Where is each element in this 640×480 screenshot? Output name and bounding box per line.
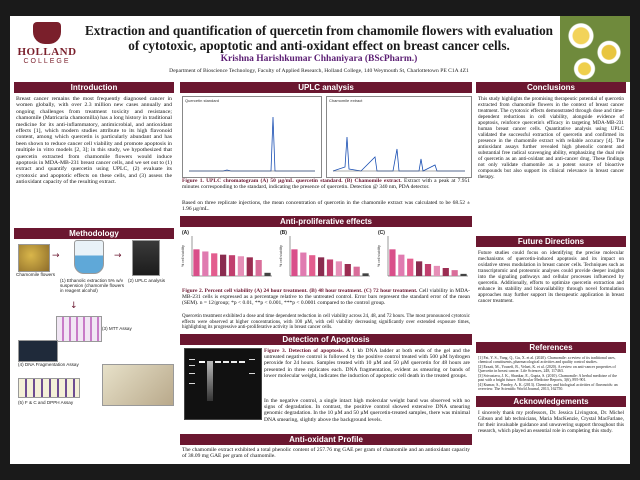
apoptosis-heading: Detection of Apoptosis	[180, 334, 472, 345]
viability-bar	[229, 255, 235, 276]
mtt-plate-image	[56, 316, 102, 342]
poster-title: Extraction and quantification of quercetin from chamomile flowers with evaluation of cytotoxic, apoptotic and anti-oxidant effect on breast cancer cells.	[84, 23, 553, 53]
conclusions-text: This study highlights the promising therapeutic potential of quercetin extracted from chamomile flowers in the context of breast cancer treatment. The cytotoxic effects demonstrated through dose and time-dependent reductions in cell viability, alongside evidence of apoptosis, reinforce quercetin's efficacy in targeting MDA-MB-231 human breast cancer cells. Quantitative analysis using UPLC validated the successful extraction of quercetin and confirmed its presence in the chamomile extract with reliable accuracy [4]. The antioxidant assays further revealed high phenolic content and substantial free radical scavenging ability, emphasizing the dual role of quercetin as an anti-oxidant and anti-cancer drug. These findings not only validate chamomile as a potent source of bioactive compounds but also support its clinical relevance in breast cancer therapy.	[478, 96, 624, 180]
lab-bench-image	[102, 364, 174, 406]
flask-image	[74, 240, 104, 274]
logo-name: HOLLAND	[17, 46, 77, 58]
viability-bar	[256, 260, 262, 276]
viability-bar	[354, 267, 360, 276]
conclusions-heading: Conclusions	[476, 82, 626, 93]
chart-panel-label: (A)	[182, 230, 189, 236]
viability-bar	[345, 264, 351, 276]
viability-chart-72h	[376, 228, 472, 286]
antioxidant-heading: Anti-oxidant Profile	[180, 434, 472, 445]
poster-header	[10, 16, 630, 78]
arrow-right-icon: →	[114, 251, 122, 261]
figure3-caption-title: Figure 3. Detection of apoptosis.	[264, 348, 344, 354]
viability-bar	[434, 266, 440, 276]
antiprolif-summary: Quercetin treatment exhibited a dose and time dependent reduction in cell viability across 24, 48, and 72 hours. The most pronounced cytotoxic effects were observed at higher concentrations, with 100 µM, with cell viability decreasing significantly over extended exposure times, highlighting its progressive anti-proliferative activity in breast cancer cells.	[182, 314, 470, 331]
viability-bar	[211, 253, 217, 276]
college-logo	[16, 22, 78, 76]
dpph-plate-image	[18, 378, 80, 398]
chart-panel-label: (C)	[378, 230, 385, 236]
viability-bar	[291, 249, 297, 276]
figure2-caption-title: Figure 2. Percent cell viability (A) 24 hour treatment. (B) 48 hour treatment. (C) 72 hour treatment.	[182, 288, 418, 294]
chromatogram-standard-title: Quercetin standard	[185, 98, 220, 103]
figure2-caption-body: Cell viability in MDA-MB-231 cells is expressed as a percentage relative to the untreated control. Error bars represent the standard error of the mean (SEM). n = 12/group; *p < 0.01, **p < 0.001, ***p < 0.0001 compared to the control group.	[182, 288, 470, 307]
viability-bar	[425, 264, 431, 276]
figure3-caption	[264, 348, 470, 379]
ack-text: I sincerely thank my professors, Dr. Jessica Livingston, Dr. Michel Gibson and lab technicians, Maria MacKenzie, Crystal MacFarlane, for their invaluable guidance and unwavering support throughout this research, which played an essential role in completing this study.	[478, 410, 624, 434]
uplc-heading: UPLC analysis	[180, 82, 472, 93]
step-fc-dpph: (5) F & C and DPPH Assay	[18, 400, 74, 405]
step-uplc: (2) UPLC analysis	[128, 278, 166, 283]
chromatogram-standard	[182, 96, 322, 178]
figure3-caption-body: A 1 kb DNA ladder at both ends of the gel and the untreated negative control is followed by the positive control treated with 500 µM hydrogen peroxide for 24 hours. Samples treated with 10 µM and 50 µM quercetin for 48 hours are presented in three replicates each. DNA fragmentation, evident as smearing or bands of lower molecular weight, indicates the induction of apoptotic cell death in the treated groups.	[264, 348, 470, 379]
viability-bar	[220, 255, 226, 276]
viability-bar	[460, 274, 466, 276]
chamomile-photo	[560, 16, 630, 82]
chamomile-flowers-image	[18, 244, 50, 272]
antiprolif-heading: Anti-proliferative effects	[180, 216, 472, 227]
introduction-text: Breast cancer remains the most frequently diagnosed cancer in women globally, with over 2.3 million new cases annually and ongoing challenges from treatment toxicity and resistance; chamomile (Matricaria chamomilla) has a long history in traditional medicine for its anti-inflammatory, antimicrobial, and antioxidant effects [1], which modern studies attribute to its high flavonoid content, among which quercetin is particularly abundant and has been shown to reduce cancer cell viability and promote apoptosis in multiple in vitro models [2, 3]; in this study, we hypothesized that quercetin extracted from chamomile flowers would induce apoptosis in MDA-MB-231 breast cancer cells, and we set out to (1) extract and quantify quercetin using UPLC, (2) evaluate its cytotoxic and apoptotic effects on these cells, and (3) assess the antioxidant capacity of the resulting extract.	[16, 96, 172, 186]
future-text: Future studies could focus on identifying the precise molecular mechanisms of quercetin-induced apoptosis and its impact on oxidative stress modulation in breast cancer cells. Techniques such as transcriptomic and proteomic analyses could provide deeper insights into the signaling pathways and cellular processes influenced by quercetin. Additionally, efforts to optimize quercetin extraction and enhance its stability and bioavailability through novel formulation approaches may further support its therapeutic application in breast cancer treatment.	[478, 250, 624, 304]
reference-item: [3] Srivastava, J. K., Shankar, E., Gupta, S. (2010). Chamomile: A herbal medicine of the past with a bright future. Molecular Medicine Reports, 3(6), 895-901.	[478, 374, 618, 383]
figure1-caption-title: Figure 1. UPLC chromatogram (A) 50 µg/mL quercetin standard. (B) Chamomile extract.	[182, 178, 402, 184]
author-name: Krishna Harishkumar Chhaniyara (BScPharm.)	[220, 54, 418, 64]
step-mtt: (3) MTT Assay	[102, 326, 132, 331]
y-axis-label: % cell viability	[279, 245, 283, 267]
uplc-result-text: Based on three replicate injections, the mean concentration of quercetin in the chamomile extract was calculated to be 68.52 ± 1.96 µg/mL.	[182, 200, 470, 213]
viability-bar	[327, 259, 333, 276]
chromatogram-standard-plot	[183, 97, 321, 177]
viability-bar	[362, 273, 368, 276]
future-heading: Future Directions	[476, 236, 626, 247]
step-extraction: (1) Ethanolic extraction 5% w/v suspension (chamomile flowers in reagent alcohol)	[60, 278, 125, 294]
chromatogram-extract-title: Chamomile extract	[329, 98, 363, 103]
antioxidant-text: The chamomile extract exhibited a total phenolic content of 257.76 mg GAE per gram of chamomile and an antioxidant capacity of 38.09 mg GAE per gram of chamomile.	[182, 447, 470, 460]
chromatogram-extract	[326, 96, 472, 178]
affiliation: Department of Bioscience Technology, Faculty of Applied Research, Holland College, 140 Weymouth St, Charlottetown PE C1A 4Z1	[169, 68, 469, 74]
viability-bar	[416, 261, 422, 276]
viability-bar	[264, 273, 270, 276]
viability-bar	[407, 259, 413, 276]
viability-bar	[247, 257, 253, 276]
step-dna: (4) DNA Fragmentation Assay	[18, 362, 79, 367]
crest-icon	[33, 22, 61, 44]
methodology-heading: Methodology	[14, 228, 174, 239]
figure2-caption	[182, 288, 470, 307]
uplc-instrument-image	[132, 240, 160, 276]
apoptosis-result-text: In the negative control, a single intact high molecular weight band was observed with no signs of degradation. In contrast, the positive control showed extensive DNA smearing genomic degradation. In the 10 µM and 50 µM quercetin-treated samples, there was minimal DNA smearing, slightly above the background levels.	[264, 398, 470, 423]
viability-bar	[336, 261, 342, 276]
gel-image	[18, 340, 58, 362]
reference-item: [2] Ezzati, M., Yousefi, B., Velaei, K. et al. (2020). A review on anti-cancer properties of Quercetin in breast cancer. Life Sciences, 248, 117463.	[478, 365, 616, 374]
viability-chart-48h	[278, 228, 374, 286]
step-flowers: Chamomile flowers	[16, 272, 56, 277]
introduction-heading: Introduction	[14, 82, 174, 93]
viability-bar	[238, 256, 244, 276]
y-axis-label: % cell viability	[181, 245, 185, 267]
viability-bar	[202, 251, 208, 276]
ack-heading: Acknowledgements	[476, 396, 626, 407]
viability-bar	[452, 270, 458, 276]
arrow-down-icon: ↓	[70, 301, 78, 311]
chart-panel-label: (B)	[280, 230, 287, 236]
viability-bar	[318, 257, 324, 276]
reference-item: [1] Fat, Y. S., Yang, Q., Gu, X. et al. (2020). Chamomile: a review of its traditional uses, chemical constituents, pharmacological activities and quality control studies.	[478, 356, 616, 365]
viability-bar	[443, 268, 449, 276]
y-axis-label: % cell viability	[377, 245, 381, 267]
dna-gel-image	[184, 348, 262, 420]
figure1-caption	[182, 178, 470, 190]
viability-bar	[300, 253, 306, 276]
chromatogram-extract-plot	[327, 97, 471, 177]
viability-chart-24h	[180, 228, 276, 286]
poster	[10, 16, 630, 464]
figure1-caption-body: Extract with a peak at 7.951 minutes corresponding to the standard, indicating the presence of quercetin. Detection @ 340 nm, PDA detector.	[182, 178, 470, 191]
viability-bar	[309, 255, 315, 276]
arrow-right-icon: →	[52, 251, 60, 261]
viability-bar	[193, 249, 199, 276]
references-heading: References	[476, 342, 626, 353]
reference-item: [4] Kumar, S., Pandey, A. K. (2013). Chemistry and biological activities of flavonoids: an overview. The Scientific World Journal, 2013, 162750.	[478, 383, 618, 392]
viability-bar	[389, 249, 395, 276]
logo-sub: COLLEGE	[23, 58, 71, 65]
viability-bar	[398, 255, 404, 276]
